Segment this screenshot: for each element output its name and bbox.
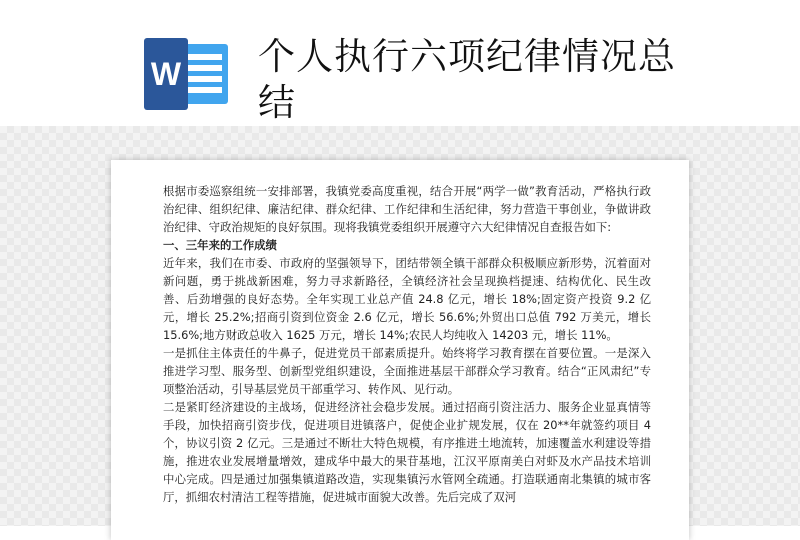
word-icon-letter: W	[150, 56, 182, 92]
paragraph-point-one: 一是抓住主体责任的牛鼻子，促进党员干部素质提升。始终将学习教育摆在首要位置。一是深入推进学习型、服务型、创新型党组织建设，全面推进基层干部群众学习教育。结合“正风肃纪”专项整治活动，引导基层党员干部重学习、转作风、见行动。	[163, 346, 651, 396]
paragraph-intro: 根据市委巡察组统一安排部署，我镇党委高度重视，结合开展“两学一做”教育活动，严格执行政治纪律、组织纪律、廉洁纪律、群众纪律、工作纪律和生活纪律，努力营造干事创业，争做讲政治纪律、守政治规矩的良好氛围。现将我镇党委组织开展遵守六大纪律情况自查报告如下:	[163, 184, 651, 234]
document-page	[111, 160, 689, 540]
paragraph-point-two: 二是紧盯经济建设的主战场，促进经济社会稳步发展。通过招商引资注活力、服务企业显真情等手段，加快招商引资步伐，促进项目进镇落户，促使企业扩规发展，仅在 20**年就签约项目 4 个，协议引资 2 亿元。三是通过不断壮大特色规模，有序推进土地流转，加速覆盖水利建设等措施，推进农业发展增量增效，建成华中最大的果苷基地，江汉平原南美白对虾及水产品技术培训中心完成。四是通过加强集镇道路改造，实现集镇污水管网全疏通。打造联通南北集镇的城市客厅，抓细农村清洁工程等措施，促进城市面貌大改善。先后完成了双河	[163, 400, 651, 504]
paragraph-achievements: 近年来，我们在市委、市政府的坚强领导下，团结带领全镇干部群众积极顺应新形势，沉着面对新问题，勇于挑战新困难，努力寻求新路径，全镇经济社会呈现换档提速、结构优化、民生改善、后劲增强的良好态势。全年实现工业总产值 24.8 亿元，增长 18%;固定资产投资 9.2 亿元，增长 25.2%;招商引资到位资金 2.6 亿元，增长 56.6%;外贸出口总值 792 万美元，增长 15.6%;地方财政总收入 1625 万元，增长 14%;农民人均纯收入 14203 元，增长 11%。	[163, 256, 651, 342]
page-title: 个人执行六项纪律情况总结	[258, 35, 676, 124]
word-document-icon	[140, 38, 232, 110]
section-heading: 一、三年来的工作成绩	[163, 238, 277, 252]
document-body	[163, 182, 651, 506]
